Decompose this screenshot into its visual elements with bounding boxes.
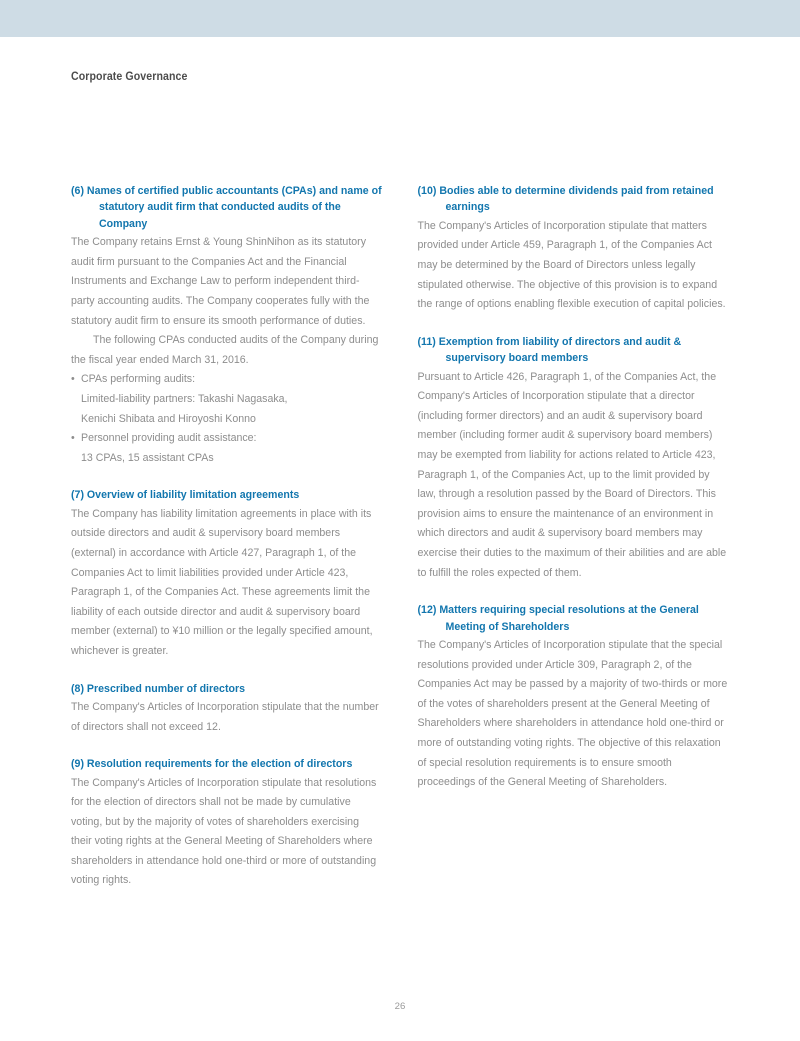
section-10-heading: (10) Bodies able to determine dividends paid from retained earnings [417, 185, 714, 214]
section-10 [418, 183, 730, 315]
page-header-title: Corporate Governance [71, 71, 188, 83]
bullet-subline: 13 CPAs, 15 assistant CPAs [81, 451, 214, 464]
section-12 [418, 602, 730, 793]
section-11-heading: (11) Exemption from liability of directors and audit & supervisory board members [417, 335, 682, 365]
section-8-paragraph-1: The Company's Articles of Incorporation stipulate that the number of directors shall not exceed 12. [71, 700, 379, 733]
two-column-body [71, 183, 729, 891]
section-7 [71, 487, 383, 661]
section-9-heading: (9) Resolution requirements for the election of directors [71, 758, 353, 771]
bullet-dot-icon: • [71, 373, 75, 386]
list-item [71, 370, 383, 429]
bullet-label: Personnel providing audit assistance: [81, 432, 257, 445]
section-6-bullet-list [71, 370, 383, 468]
section-9 [71, 756, 383, 891]
section-6-heading: (6) Names of certified public accountants (CPAs) and name of statutory audit firm that conducted audits of the Company [71, 185, 382, 230]
section-6 [71, 183, 383, 468]
section-11-paragraph-1: Pursuant to Article 426, Paragraph 1, of the Companies Act, the Company's Articles of Incorporation stipulate that a director (including former directors) and an audit & supervisory board member (including former audit & supervisory board members) may be exempted from liability for actions related to Article 423, Paragraph 1, of the Companies Act, up to the limit provided by law, through a resolution passed by the Board of Directors. This provision aims to ensure the maintenance of an environment in which directors and audit & supervisory board members may exercise their duties to the maximum of their abilities and are able to fulfill the roles expected of them. [417, 370, 727, 579]
page-number: 26 [394, 1001, 406, 1012]
section-7-heading: (7) Overview of liability limitation agreements [71, 489, 300, 502]
section-9-paragraph-1: The Company's Articles of Incorporation stipulate that resolutions for the election of directors shall not be made by cumulative voting, but by the majority of votes of shareholders exercising their voting rights at the General Meeting of Shareholders where shareholders in attendance hold one-third or more of outstanding voting rights. [71, 776, 377, 887]
bullet-dot-icon: • [71, 432, 75, 445]
section-8 [71, 681, 383, 738]
bullet-subline: Kenichi Shibata and Hiroyoshi Konno [81, 412, 256, 425]
section-12-paragraph-1: The Company's Articles of Incorporation stipulate that the special resolutions provided under Article 309, Paragraph 2, of the Companies Act may be passed by a majority of two-thirds or more of the votes of shareholders present at the General Meeting of Shareholders where shareholders in attendance hold one-third or more of outstanding voting rights. The objective of this relaxation of special resolution requirements is to ensure smooth proceedings of the General Meeting of Shareholders. [417, 638, 728, 789]
section-6-paragraph-1: The Company retains Ernst & Young ShinNihon as its statutory audit firm pursuant to the Companies Act and the Financial Instruments and Exchange Law to perform independent third-party accounting audits. The Company cooperates fully with the statutory audit firm to ensure its smooth performance of duties. [71, 236, 370, 327]
bullet-label: CPAs performing audits: [81, 373, 196, 386]
section-7-paragraph-1: The Company has liability limitation agreements in place with its outside directors and audit & supervisory board members (external) in accordance with Article 427, Paragraph 1, of the Companies Act to limit liabilities provided under Article 423, Paragraph 1, of the Companies Act. These agreements limit the liability of each outside director and audit & supervisory board member (external) to ¥10 million or the legally specified amount, whichever is greater. [71, 507, 373, 657]
section-6-paragraph-2: The following CPAs conducted audits of the Company during the fiscal year ended March 31, 2016. [71, 334, 379, 366]
bullet-subline: Limited-liability partners: Takashi Nagasaka, [81, 392, 288, 405]
section-11 [418, 334, 730, 583]
section-12-heading: (12) Matters requiring special resolutions at the General Meeting of Shareholders [417, 604, 699, 633]
list-item [71, 429, 383, 468]
section-8-heading: (8) Prescribed number of directors [71, 682, 246, 695]
left-column [71, 183, 383, 891]
top-decorative-band [0, 0, 800, 37]
section-10-paragraph-1: The Company's Articles of Incorporation stipulate that matters provided under Article 459, Paragraph 1, of the Companies Act may be determined by the Board of Directors unless legally stipulated otherwise. The objective of this provision is to expand the range of options enabling flexible execution of capital policies. [417, 219, 726, 311]
right-column [418, 183, 730, 891]
